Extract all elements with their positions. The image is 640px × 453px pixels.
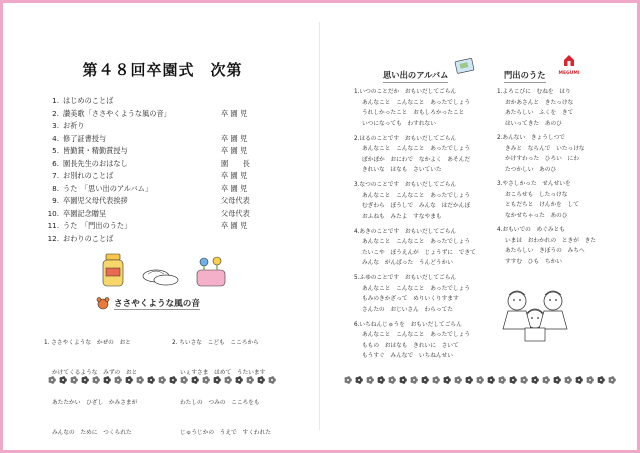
song2-title: 思い出のアルバム [383, 70, 449, 80]
lyric-line: 3.なつのことです おもいだしてごらん [354, 182, 457, 188]
lyric-line: うれしかったこと おもしろかったこと [362, 110, 465, 117]
program-num: 9. [52, 196, 59, 205]
flower-icon [554, 376, 561, 384]
program-who: 卒 園 児 [221, 133, 248, 143]
program-num: 11. [47, 221, 59, 230]
program-list [46, 95, 286, 245]
program-who: 卒 園 児 [221, 108, 248, 118]
lyric-line: はいってきた あのひ [505, 120, 562, 127]
flower-icon [225, 376, 232, 384]
song3-stanza [497, 133, 585, 175]
program-num: 10. [47, 208, 59, 218]
lyric-line: あんなこと こんなこと あったでしょう [362, 332, 471, 339]
illustration-row [100, 250, 240, 290]
flower-icon [444, 376, 451, 384]
lyric-line: かけすわった ひろい にわ [505, 156, 579, 163]
program-who: 卒 園 児 [221, 171, 248, 180]
brand-text: MEGUMI [558, 71, 580, 76]
program-num: 5. [52, 146, 59, 155]
lyric-line: 2.あんない きょうしつで [497, 135, 565, 141]
flower-icon [192, 376, 199, 384]
lyric-line: 1.よろこびに むねを はり [497, 89, 571, 95]
lyric-line: ともだちと けんかを して [505, 202, 579, 209]
flower-icon [499, 376, 506, 384]
lyric-line: たいこや ぼうえんが じょうずに できて [362, 249, 476, 256]
lyric-line: いぇすさま ほめて うたいます [180, 370, 266, 376]
program-item [46, 145, 286, 158]
flower-icon [104, 376, 111, 384]
page-divider [319, 22, 320, 430]
flower-icon [148, 376, 155, 384]
program-item [46, 233, 286, 246]
flower-icon [356, 376, 363, 384]
flower-icon [367, 376, 374, 384]
lyric-line: すすむ ひも ちかい [505, 258, 562, 265]
lyric-line: おこらせも したっけな [505, 191, 568, 198]
flower-icon [400, 376, 407, 384]
flower-border-right [342, 374, 622, 386]
lyric-line: あたらしい ふくを きて [505, 110, 574, 117]
program-item [46, 170, 286, 183]
lunchbox-icon [197, 257, 225, 286]
flower-icon [126, 376, 133, 384]
lyric-line: みんなの ために つくられた [52, 430, 132, 436]
program-item [46, 133, 286, 146]
program-item [46, 158, 286, 171]
song2-stanza [354, 273, 470, 315]
song3-stanza [497, 87, 573, 129]
lyric-line: ぽかぽか おにわで なかよく あそんだ [362, 156, 471, 163]
megumi-logo [557, 52, 581, 76]
flower-icon [236, 376, 243, 384]
lyric-line: おかあさんと きたっけな [505, 99, 574, 106]
lyric-line: 1. ささやくような かぜの おと [44, 340, 131, 346]
flower-icon [203, 376, 210, 384]
lyric-line: 4.あきのことです おもいだしてごらん [354, 228, 457, 235]
bear-icon [96, 296, 110, 310]
flower-border-left [46, 374, 278, 386]
flower-border-icon [342, 374, 622, 386]
program-item: 卒園記念贈呈 [63, 208, 107, 218]
program-who: 父母代表 [221, 208, 250, 218]
song1-heading [96, 294, 200, 312]
program-item [46, 120, 286, 133]
lyric-line: もみのきかざって めりいくりすます [362, 296, 459, 303]
program-item [46, 183, 286, 196]
song2-heading [383, 69, 448, 83]
program-item: うた 「思い出のアルバム」 [63, 183, 153, 193]
lyric-line: なかせちゃった あのひ [505, 212, 568, 219]
children-icon [495, 285, 575, 343]
song3-title: 門出のうた [504, 70, 546, 80]
program-num: 7. [52, 171, 59, 180]
song2-stanza [354, 87, 470, 129]
shoes-icon [143, 270, 178, 285]
flower-icon [378, 376, 385, 384]
program-num: 1. [52, 96, 59, 105]
flower-icon [115, 376, 122, 384]
program-item: 修了証書授与 [63, 133, 107, 143]
lyric-line: いまは おわかれの ときが きた [505, 237, 596, 244]
song3-stanza [497, 179, 579, 221]
lyric-line: きみと ならんで いたっけな [505, 145, 585, 152]
flower-icon [433, 376, 440, 384]
flower-icon [389, 376, 396, 384]
program-item: 讃美歌「ささやくような風の音」 [63, 108, 171, 118]
flower-icon [159, 376, 166, 384]
program-num: 12. [47, 233, 59, 243]
flower-icon [82, 376, 89, 384]
page-title: 第４８回卒園式 次第 [82, 61, 243, 79]
flower-icon [71, 376, 78, 384]
flower-icon [532, 376, 539, 384]
program-item: はじめのことば [63, 96, 114, 105]
lyric-line: みんな がんばった うんどうかい [362, 260, 453, 267]
flower-icon [247, 376, 254, 384]
program-item: 卒園児父母代表挨拶 [63, 196, 128, 205]
flower-icon [170, 376, 177, 384]
program-num: 6. [52, 158, 59, 168]
flower-icon [181, 376, 188, 384]
song3-heading [504, 69, 546, 83]
flower-icon [521, 376, 528, 384]
flower-icon [598, 376, 605, 384]
flower-icon [269, 376, 276, 384]
flower-icon [60, 376, 67, 384]
lyric-line: 3.やさしかった せんせいを [497, 181, 571, 187]
lyric-line: あたらしい きぼうの みちへ [505, 248, 585, 255]
program-who: 園 長 [221, 158, 250, 168]
flower-icon [543, 376, 550, 384]
flower-icon [214, 376, 221, 384]
lyric-line: もうすぐ みんなで いちねんせい [362, 353, 453, 360]
program-item: お別れのことば [63, 171, 114, 180]
program-who: 卒 園 児 [221, 183, 248, 193]
program-item [46, 95, 286, 108]
lyric-line: 5.ふゆのことです おもいだしてごらん [354, 275, 457, 281]
program-item [46, 220, 286, 233]
program-who: 卒 園 児 [221, 146, 248, 155]
flower-icon [49, 376, 56, 384]
program-num: 3. [52, 121, 59, 130]
lyric-line: あたたかい ひざし かみさまが [52, 400, 138, 406]
flower-icon [510, 376, 517, 384]
lyric-line: かけてくるような みずの おと [52, 370, 138, 376]
lyric-line: ももの おはなも きれいに さいて [362, 342, 459, 349]
flower-icon [258, 376, 265, 384]
lyric-line: あんなこと こんなこと あったでしょう [362, 99, 471, 106]
song2-stanza [354, 320, 470, 362]
lyric-line: 4.おもいでの めぐみとも [497, 227, 565, 233]
lyric-line: あんなこと こんなこと あったでしょう [362, 146, 471, 153]
song1-title: ささやくような風の音 [114, 298, 200, 309]
program-num: 4. [52, 133, 59, 143]
album-icon [454, 57, 476, 75]
flower-icon [565, 376, 572, 384]
program-item [46, 195, 286, 208]
program-who: 卒 園 児 [221, 221, 248, 230]
lyric-line: 6.いちねんじゅうを おもいだしてごらん [354, 321, 462, 328]
lyric-line: たつかしい あのひ [505, 166, 557, 173]
program-item: 皆勤賞・精勤賞授与 [63, 146, 128, 155]
song2-stanza [354, 227, 476, 269]
lyric-line: むぎわら ぼうしで みんな はだかんぼ [362, 203, 471, 210]
lyric-line: わたしの つみの こころをも [180, 400, 260, 406]
flower-icon [466, 376, 473, 384]
lyric-line: おふねも みたよ すなやまも [362, 213, 442, 220]
lyric-line: いつになっても わすれない [362, 120, 436, 127]
program-who: 父母代表 [221, 196, 250, 205]
flower-icon [477, 376, 484, 384]
flower-border-icon [46, 374, 278, 386]
flower-icon [609, 376, 616, 384]
program-item: おわりのことば [63, 233, 114, 243]
lyric-line: あんなこと こんなこと あったでしょう [362, 285, 471, 292]
flower-icon [587, 376, 594, 384]
program-num: 2. [52, 108, 59, 118]
house-logo-icon [562, 53, 576, 67]
flower-icon [455, 376, 462, 384]
lyric-line: さんたの おじいさん わらってた [362, 306, 453, 313]
song3-stanza [497, 225, 596, 267]
bottle-icon [103, 254, 123, 286]
flower-icon [345, 376, 352, 384]
program-item: お祈り [63, 121, 85, 130]
lyric-line: 2. ちいさな こども こころから [172, 340, 259, 346]
program-item [46, 208, 286, 221]
lyric-line: じゅうじかの うえで すくわれた [180, 430, 271, 436]
lyric-line: あんなこと こんなこと あったでしょう [362, 192, 471, 199]
song2-stanza [354, 134, 470, 176]
flower-icon [411, 376, 418, 384]
flower-icon [488, 376, 495, 384]
lyric-line: 1.いつのことだか おもいだしてごらん [354, 89, 457, 95]
program-item: うた 「門出のうた」 [63, 221, 132, 230]
program-num: 8. [52, 183, 59, 193]
flower-icon [576, 376, 583, 384]
flower-icon [93, 376, 100, 384]
flower-icon [137, 376, 144, 384]
lyric-line: あんなこと こんなこと あったでしょう [362, 239, 471, 246]
program-item [46, 108, 286, 121]
flower-icon [422, 376, 429, 384]
program-item: 園長先生のおはなし [63, 158, 128, 168]
song2-stanza [354, 180, 470, 222]
lyric-line: きれいな はなも さいていた [362, 167, 442, 174]
lyric-line: 2.はるのことです おもいだしてごらん [354, 135, 457, 142]
